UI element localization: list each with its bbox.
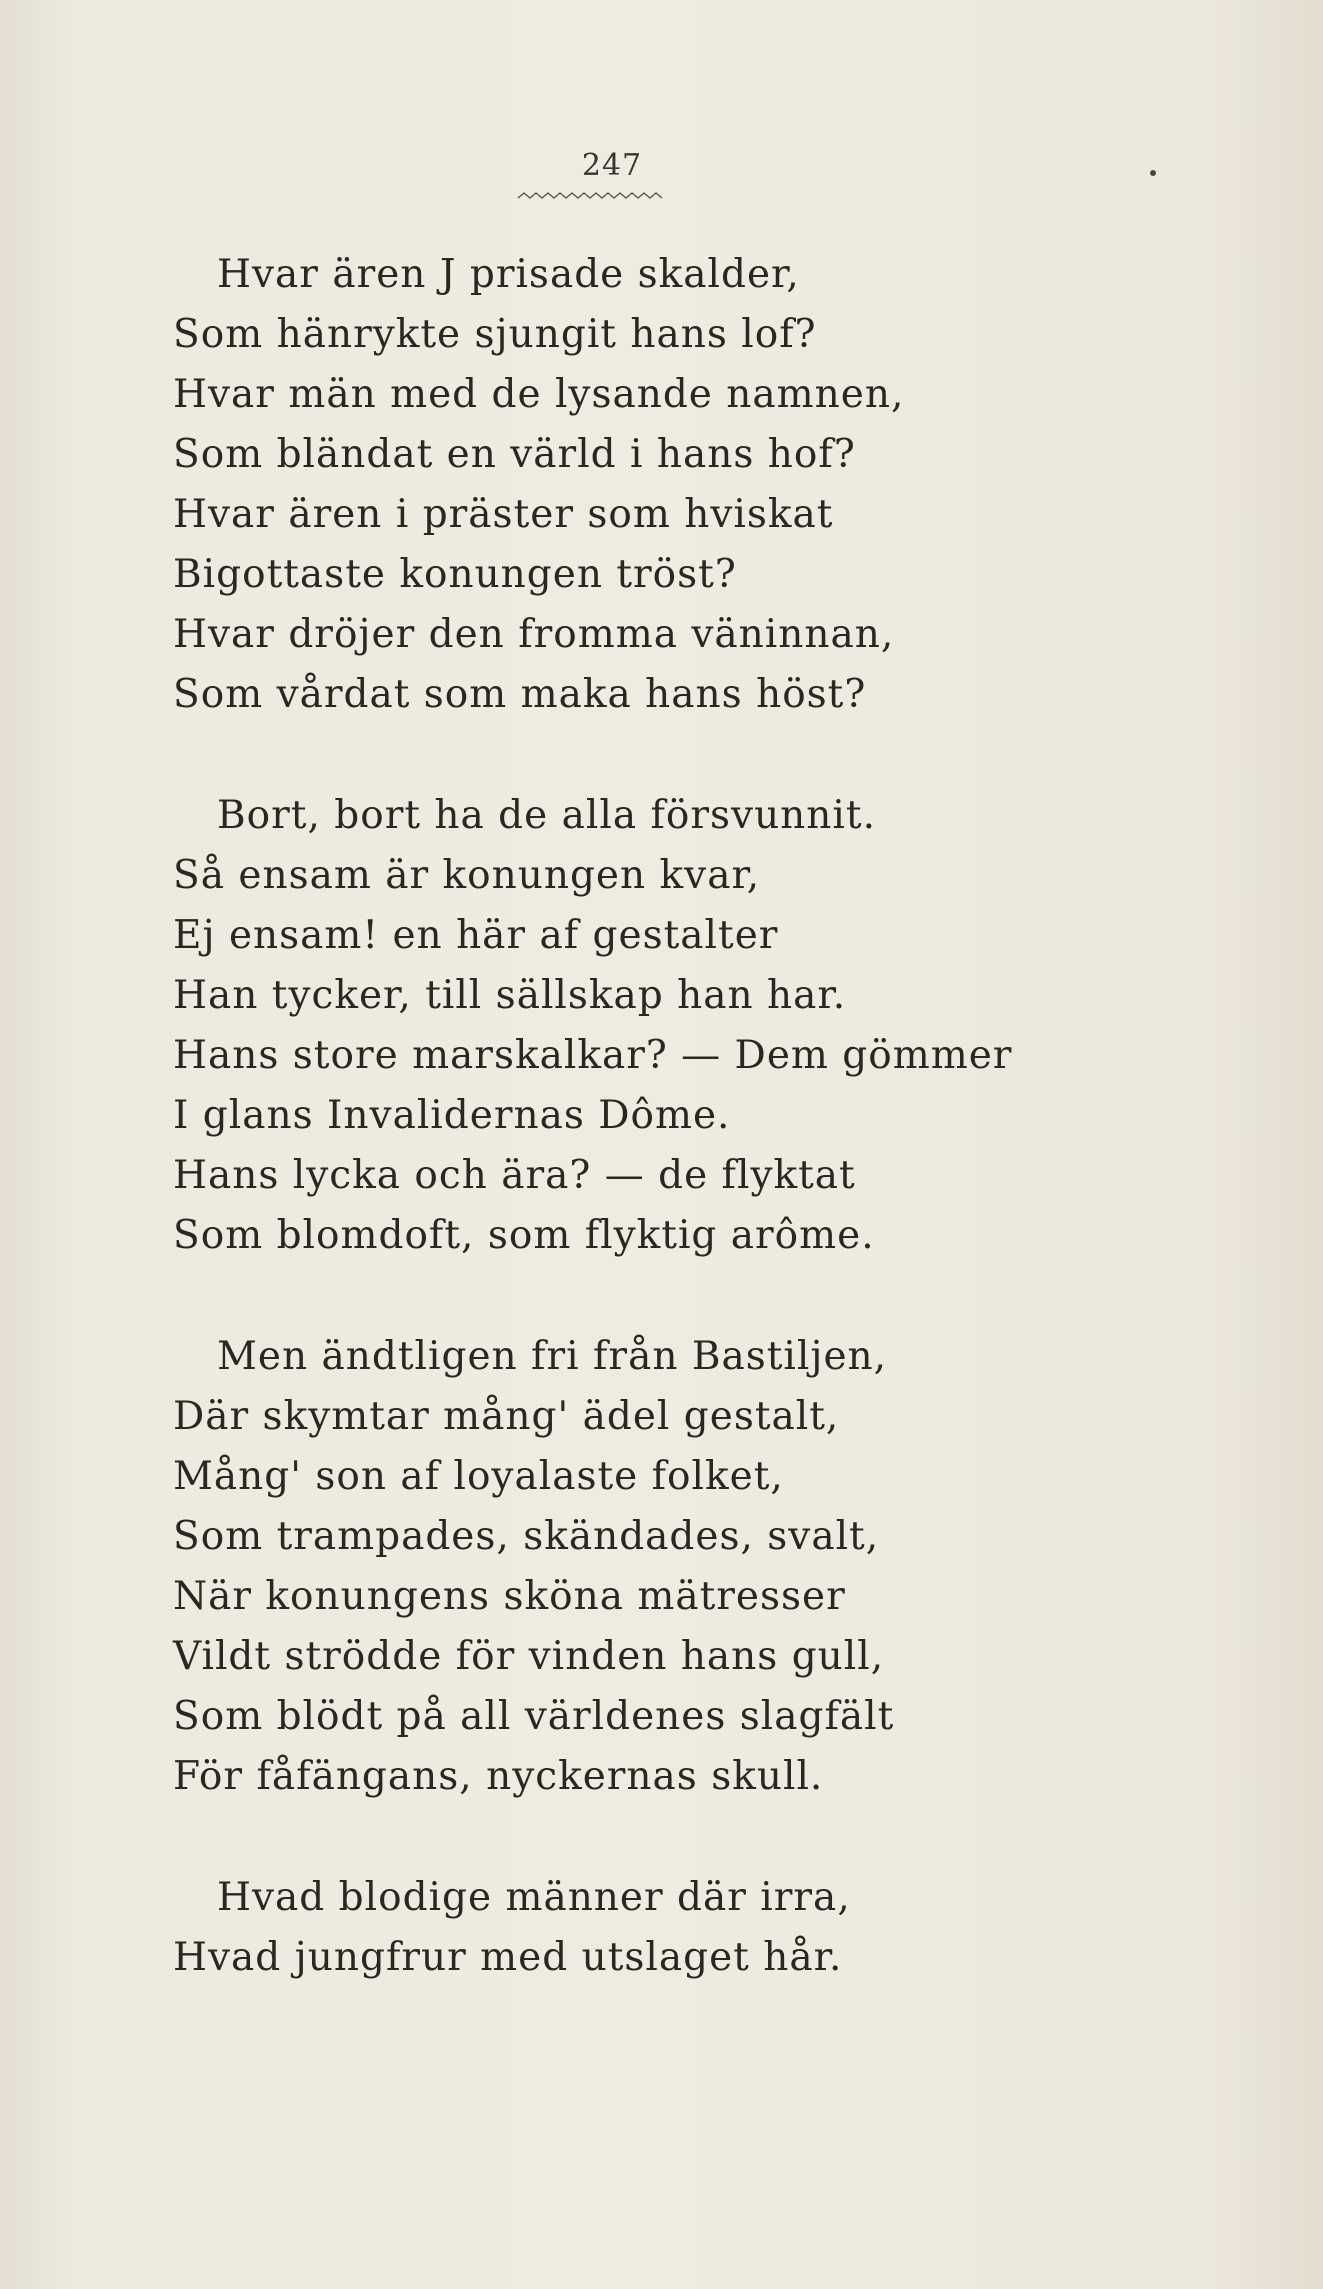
verse-line: Hvar dröjer den fromma väninnan, bbox=[173, 612, 895, 657]
verse-line: Som trampades, skändades, svalt, bbox=[173, 1514, 880, 1559]
decorative-rule bbox=[516, 188, 666, 204]
verse-line: Han tycker, till sällskap han har. bbox=[173, 973, 847, 1018]
stanza-3 bbox=[173, 1327, 1273, 1807]
verse-line: Bort, bort ha de alla försvunnit. bbox=[217, 793, 876, 838]
verse-line: Som vårdat som maka hans höst? bbox=[173, 672, 867, 717]
verse-line: Bigottaste konungen tröst? bbox=[173, 552, 737, 597]
verse-line: Hvar ären J prisade skalder, bbox=[217, 252, 800, 297]
verse-line: I glans Invalidernas Dôme. bbox=[173, 1093, 731, 1138]
stanza-1 bbox=[173, 245, 1273, 725]
verse-line: Som bländat en värld i hans hof? bbox=[173, 432, 856, 477]
page-number: 247 bbox=[581, 148, 643, 183]
verse-line: Som blomdoft, som flyktig arôme. bbox=[173, 1213, 875, 1258]
verse-line: Hvar män med de lysande namnen, bbox=[173, 372, 905, 417]
verse-line: Hvad blodige männer där irra, bbox=[217, 1875, 851, 1920]
verse-line: Så ensam är konungen kvar, bbox=[173, 853, 761, 898]
stanza-2 bbox=[173, 786, 1273, 1266]
verse-line: Hans lycka och ära? — de flyktat bbox=[173, 1153, 856, 1198]
stanza-4 bbox=[173, 1868, 1273, 1988]
verse-line: Hvar ären i präster som hviskat bbox=[173, 492, 834, 537]
verse-line: Där skymtar mång' ädel gestalt, bbox=[173, 1394, 840, 1439]
verse-line: Men ändtligen fri från Bastiljen, bbox=[217, 1334, 888, 1379]
verse-line: Som hänrykte sjungit hans lof? bbox=[173, 312, 817, 357]
verse-line: Ej ensam! en här af gestalter bbox=[173, 913, 779, 958]
verse-line: Mång' son af loyalaste folket, bbox=[173, 1454, 784, 1499]
verse-line: När konungens sköna mätresser bbox=[173, 1574, 846, 1619]
verse-line: Som blödt på all världenes slagfält bbox=[173, 1694, 895, 1739]
verse-line: För fåfängans, nyckernas skull. bbox=[173, 1754, 824, 1799]
speck-mark bbox=[1150, 170, 1156, 176]
verse-line: Vildt strödde för vinden hans gull, bbox=[173, 1634, 885, 1679]
verse-line: Hans store marskalkar? — Dem gömmer bbox=[173, 1033, 1013, 1078]
verse-line: Hvad jungfrur med utslaget hår. bbox=[173, 1935, 843, 1980]
